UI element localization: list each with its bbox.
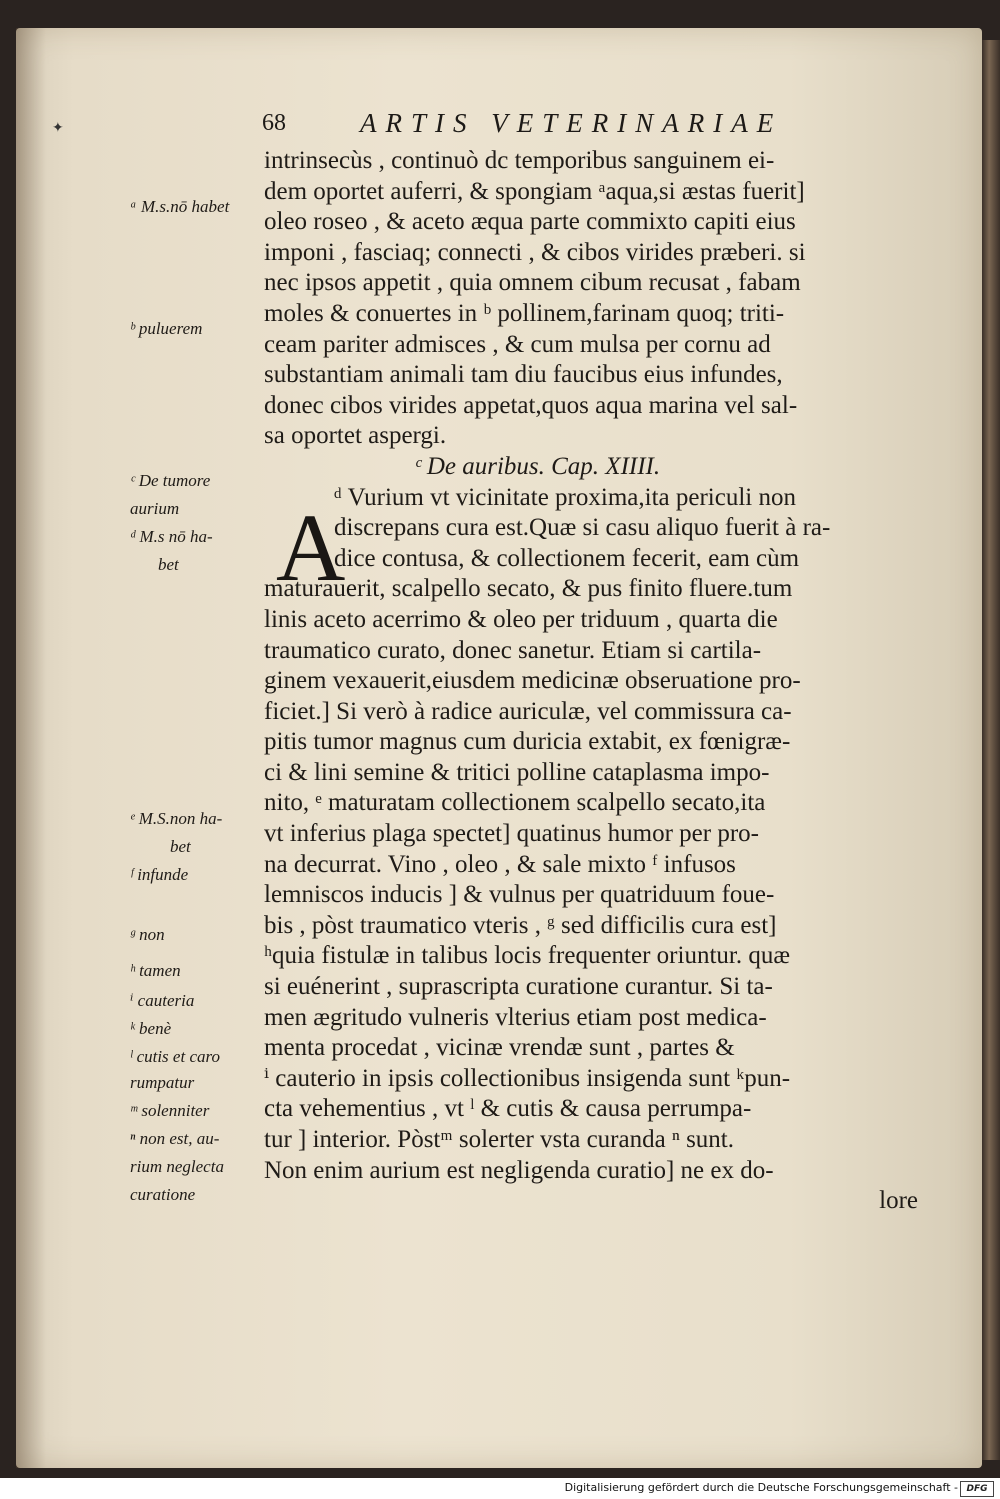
page-header bbox=[0, 104, 1000, 144]
main-text bbox=[264, 146, 924, 1217]
text-line: moles & conuertes in ᵇ pollinem,farinam quoq; triti- bbox=[264, 299, 785, 327]
margin-note: ᵍ non bbox=[130, 925, 165, 944]
text-line: traumatico curato, donec sanetur. Etiam si cartila- bbox=[264, 636, 762, 664]
margin-note: rium neglecta bbox=[130, 1157, 224, 1176]
margin-note: ʰ tamen bbox=[130, 961, 181, 980]
text-line: ficiet.] Si verò à radice auriculæ, vel commissura ca- bbox=[264, 697, 792, 725]
text-line: na decurrat. Vino , oleo , & sale mixto ᶠ infusos bbox=[264, 850, 736, 878]
text-line: ginem vexauerit,eiusdem medicinæ obseruatione pro- bbox=[264, 667, 801, 695]
text-line: si euénerint , suprascripta curatione curantur. Si ta- bbox=[264, 973, 773, 1001]
text-line: discrepans cura est.Quæ si casu aliquo fuerit à ra- bbox=[334, 514, 831, 542]
margin-note: aurium bbox=[130, 499, 180, 518]
margin-note: ᵇ puluerem bbox=[130, 319, 203, 338]
text-line: donec cibos virides appetat,quos aqua marina vel sal- bbox=[264, 391, 798, 419]
catchword: lore bbox=[879, 1187, 918, 1215]
text-line: bis , pòst traumatico vteris , ᵍ sed difficilis cura est] bbox=[264, 911, 777, 939]
book-edge bbox=[982, 40, 1000, 1460]
dfg-logo: DFG bbox=[960, 1481, 994, 1497]
text-line: Non enim aurium est negligenda curatio] ne ex do- bbox=[264, 1156, 774, 1184]
drop-cap: A bbox=[276, 494, 346, 601]
text-line: intrinsecùs , continuò dc temporibus sanguinem ei- bbox=[264, 147, 775, 174]
digitization-footer bbox=[0, 1478, 1000, 1499]
margin-note: ˡ cutis et caro bbox=[130, 1047, 220, 1066]
margin-note: ᵈ M.s nō ha- bbox=[130, 527, 213, 546]
margin-note: ᶠ infunde bbox=[130, 865, 189, 884]
text-line: sa oportet aspergi. bbox=[264, 422, 447, 450]
text-line: ⁱ cauterio in ipsis collectionibus insigenda sunt ᵏpun- bbox=[264, 1064, 791, 1092]
running-title: ARTIS VETERINARIAE bbox=[360, 108, 783, 138]
margin-note: curatione bbox=[130, 1185, 196, 1204]
text-line: dem oportet auferri, & spongiam ᵃaqua,si æstas fuerit] bbox=[264, 177, 805, 205]
margin-note: ᵃ M.s.nō habet bbox=[130, 197, 230, 216]
margin-mark-icon: ✦ bbox=[52, 121, 64, 136]
margin-note: ⁱ cauteria bbox=[130, 991, 195, 1010]
page-gutter-shadow bbox=[16, 28, 46, 1468]
page-number: 68 bbox=[262, 110, 286, 136]
text-line: menta procedat , vicinæ vrendæ sunt , partes & bbox=[264, 1034, 735, 1062]
margin-note: ᵉ M.S.non ha- bbox=[130, 809, 223, 828]
text-line: oleo roseo , & aceto æqua parte commixto capiti eius bbox=[264, 208, 796, 236]
text-line: substantiam animali tam diu faucibus eius infundes, bbox=[264, 361, 783, 389]
text-line: men ægritudo vulneris vlterius etiam post medica- bbox=[264, 1003, 767, 1031]
text-line: cta vehementius , vt ˡ & cutis & causa perrumpa- bbox=[264, 1095, 752, 1123]
margin-note: bet bbox=[170, 837, 191, 856]
text-line: ci & lini semine & tritici polline cataplasma impo- bbox=[264, 758, 770, 786]
text-line: lemniscos inducis ] & vulnus per quatriduum foue- bbox=[264, 881, 775, 909]
text-line: dice contusa, & collectionem fecerit, eam cùm bbox=[334, 544, 800, 572]
margin-note: ᵐ solenniter bbox=[130, 1101, 210, 1120]
text-line: ceam pariter admisces , & cum mulsa per cornu ad bbox=[264, 330, 771, 358]
footer-credit: Digitalisierung gefördert durch die Deutsche Forschungsgemeinschaft - bbox=[564, 1481, 958, 1494]
text-line: tur ] interior. Pòstᵐ solerter vsta curanda ⁿ sunt. bbox=[264, 1126, 734, 1153]
margin-note: rumpatur bbox=[130, 1073, 195, 1092]
text-line: ᵈ Vurium vt vicinitate proxima,ita periculi non bbox=[334, 483, 796, 511]
chapter-heading: ᶜ De auribus. Cap. XIIII. bbox=[414, 452, 661, 480]
text-line: vt inferius plaga spectet] quatinus humor per pro- bbox=[264, 820, 759, 848]
margin-note: bet bbox=[158, 555, 179, 574]
text-line: pitis tumor magnus cum duricia extabit, ex fœnigræ- bbox=[264, 728, 791, 756]
text-line: linis aceto acerrimo & oleo per triduum , quarta die bbox=[264, 605, 778, 633]
text-line: ʰquia fistulæ in talibus locis frequenter oriuntur. quæ bbox=[264, 942, 791, 970]
margin-note: ᶜ De tumore bbox=[130, 471, 211, 490]
text-line: imponi , fasciaq; connecti , & cibos virides præberi. si bbox=[264, 238, 806, 266]
text-line: nito, ᵉ maturatam collectionem scalpello secato,ita bbox=[264, 789, 766, 817]
text-line: maturauerit, scalpello secato, & pus finito fluere.tum bbox=[264, 575, 793, 603]
margin-note: ᵏ benè bbox=[130, 1019, 172, 1038]
text-line: nec ipsos appetit , quia omnem cibum recusat , fabam bbox=[264, 269, 801, 297]
margin-note: ⁿ non est, au- bbox=[130, 1129, 220, 1148]
